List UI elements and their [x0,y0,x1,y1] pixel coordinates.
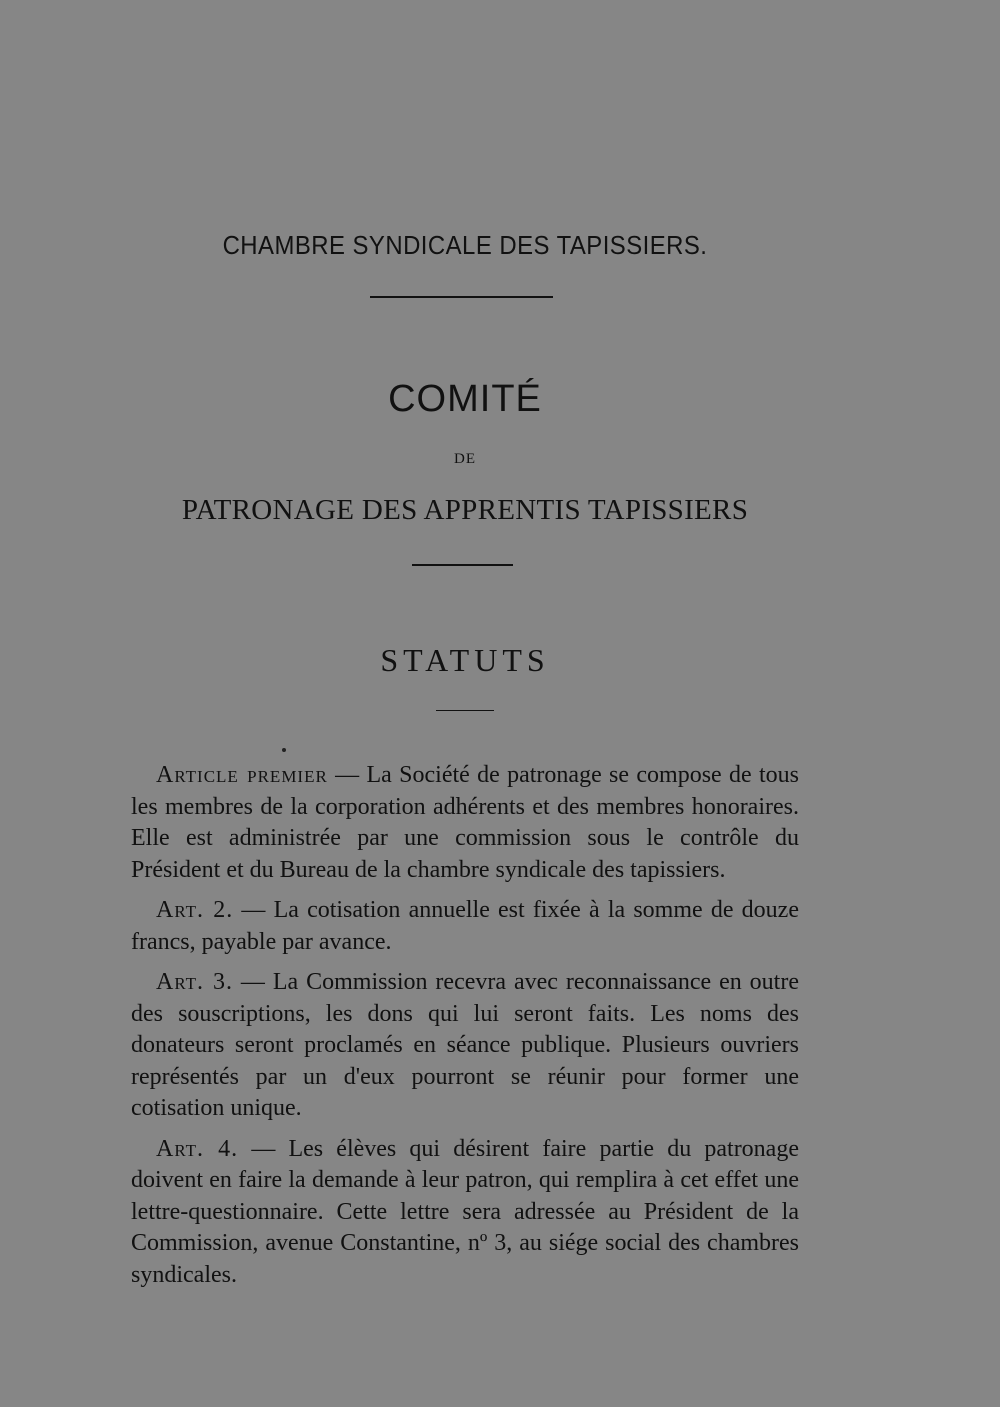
divider-rule [412,564,513,566]
article-label: Art. 4. [156,1135,239,1162]
article-2 [131,895,799,958]
article-1 [131,760,799,886]
statutes-body [131,760,799,1300]
article-text: La Société de patronage se compose de tous les membres de la corporation adhérents et des membres honoraires. Elle est administrée par une commission sous le contrôle du Président et du Bureau de la chambre syndicale des tapissiers. [131,762,800,883]
article-label: Art. 3. [156,969,233,995]
divider-rule [436,710,494,711]
article-label: Article premier [156,762,328,788]
article-4 [131,1134,799,1292]
article-label: Art. 2. [156,897,234,923]
speck-mark [282,748,286,752]
article-dash: — [327,762,367,788]
title-subtitle: PATRONAGE DES APPRENTIS TAPISSIERS [181,494,749,526]
article-text: Les élèves qui désirent faire partie du patronage doivent en faire la demande à leur patron, qui remplira à cet effet une lettre-questionnaire. Cette lettre sera adressée au Président de la Commission, avenue Constantine, nº 3, au siége social des chambres syndicales. [131,1135,799,1288]
divider-rule [370,296,553,298]
article-3 [131,967,799,1125]
article-dash: — [233,897,274,923]
article-text: La Commission recevra avec reconnaissance en outre des souscriptions, les dons qui lui seront faits. Les noms des donateurs seront proclamés en séance publique. Plusieurs ouvriers représentés par un d'eux pourront se réunir pour former une cotisation unique. [131,969,799,1121]
title-main: COMITÉ [388,378,542,420]
section-title: STATUTS [380,642,550,678]
title-connector: DE [454,451,476,467]
article-text: La cotisation annuelle est fixée à la somme de douze francs, payable par avance. [131,897,799,955]
article-dash: — [232,969,273,995]
running-head: CHAMBRE SYNDICALE DES TAPISSIERS. [222,230,708,260]
article-dash: — [238,1135,289,1162]
